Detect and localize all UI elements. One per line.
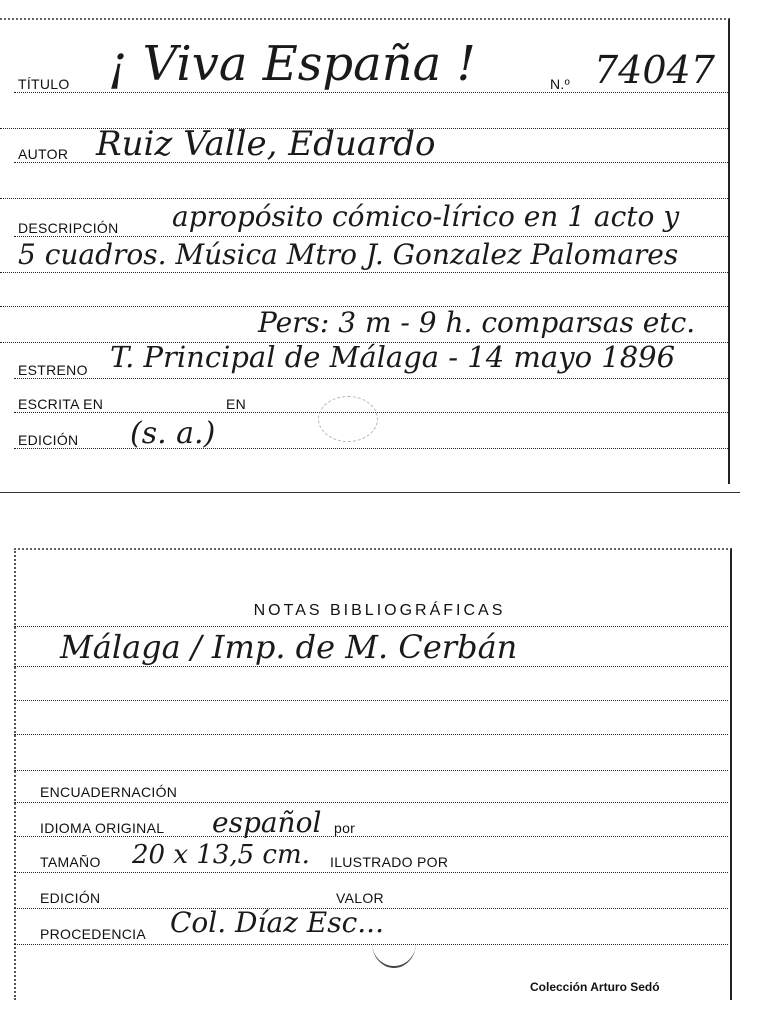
rule-tamano [14, 872, 728, 873]
rule-blank-2 [0, 198, 728, 199]
estreno-label: ESTRENO [18, 362, 88, 378]
collection-footer: Colección Arturo Sedó [530, 980, 660, 994]
autor-label: AUTOR [18, 146, 69, 162]
rule-descripcion-2 [0, 272, 728, 273]
rule-notas-3 [14, 700, 728, 701]
estreno-value: T. Principal de Málaga - 14 mayo 1896 [110, 340, 676, 374]
idioma-value: español [212, 806, 322, 839]
descripcion-line3: Pers: 3 m - 9 h. comparsas etc. [258, 306, 696, 339]
numero-label: N.º [550, 76, 571, 92]
rule-descripcion [14, 236, 728, 237]
idioma-label: IDIOMA ORIGINAL [40, 820, 165, 836]
rule-idioma [14, 836, 728, 837]
descripcion-label: DESCRIPCIÓN [18, 220, 119, 236]
rule-notas-5 [14, 770, 728, 771]
rule-encuadernacion [14, 802, 728, 803]
escrita-en-label: ESCRITA EN [18, 396, 104, 412]
rule-estreno [14, 378, 728, 379]
procedencia-label: PROCEDENCIA [40, 926, 146, 942]
numero-value: 74047 [594, 48, 715, 92]
paper-stain [318, 396, 378, 442]
rule-titulo [14, 92, 728, 93]
rule-notas-2 [14, 666, 728, 667]
descripcion-line1: apropósito cómico-lírico en 1 acto y [172, 200, 680, 233]
en-label: EN [226, 396, 247, 412]
tamano-label: TAMAÑO [40, 854, 101, 870]
edicion-value: (s. a.) [130, 416, 216, 451]
autor-value: Ruiz Valle, Eduardo [96, 124, 436, 164]
valor-label: VALOR [336, 890, 384, 906]
titulo-label: TÍTULO [18, 76, 70, 92]
notas-value: Málaga / Imp. de M. Cerbán [60, 628, 518, 666]
card-separator [0, 492, 740, 493]
tamano-value: 20 x 13,5 cm. [132, 840, 310, 870]
rule-procedencia [14, 944, 728, 945]
ilustrado-label: ILUSTRADO POR [330, 854, 449, 870]
titulo-value: ¡ Viva España ! [108, 36, 476, 92]
notas-title: NOTAS BIBLIOGRÁFICAS [253, 602, 506, 619]
rule-notas-4 [14, 734, 728, 735]
procedencia-value: Col. Díaz Esc... [170, 906, 384, 939]
edicion-label: EDICIÓN [18, 432, 79, 448]
ink-smudge [372, 918, 416, 968]
encuadernacion-label: ENCUADERNACIÓN [40, 784, 178, 800]
rule-edicion [14, 448, 728, 449]
por-label: por [334, 820, 356, 836]
edicion-bottom-label: EDICIÓN [40, 890, 101, 906]
rule-notas-1 [14, 626, 728, 627]
descripcion-line2: 5 cuadros. Música Mtro J. Gonzalez Palomares [18, 238, 679, 271]
